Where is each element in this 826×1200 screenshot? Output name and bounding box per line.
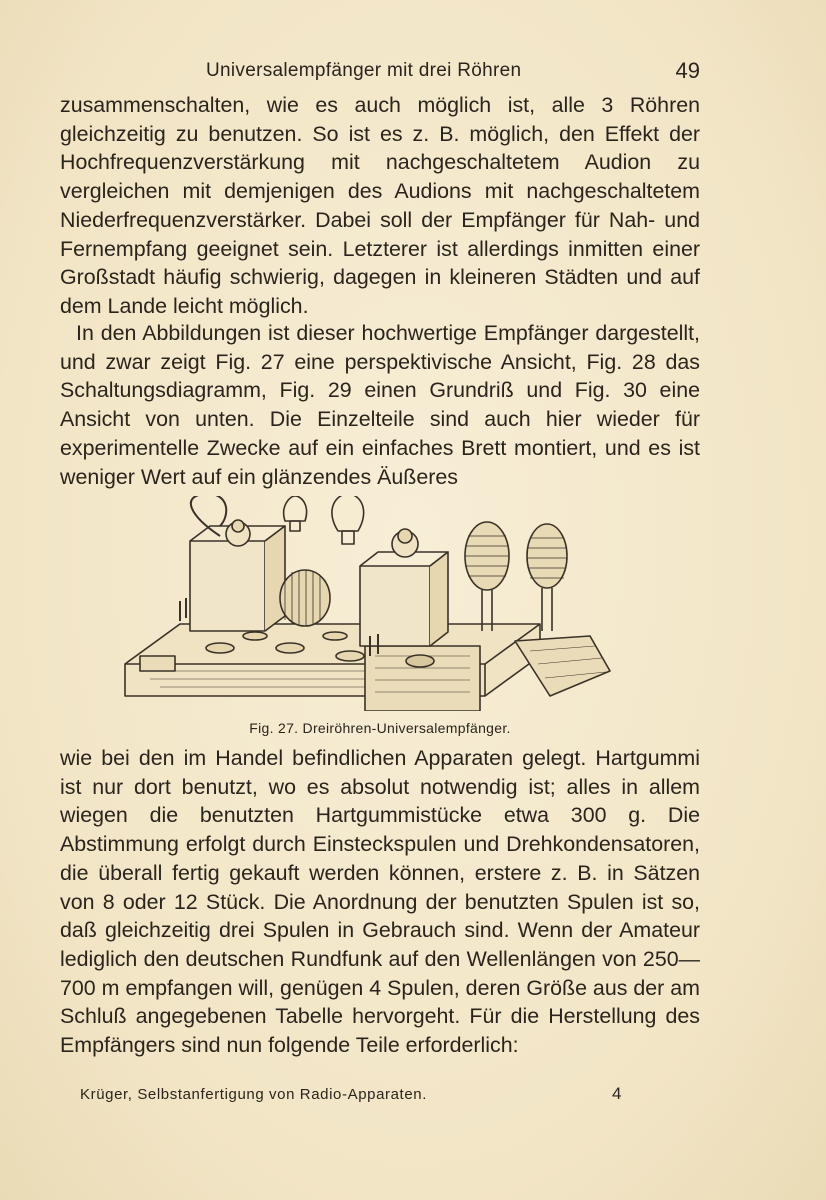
footer-credit: Krüger, Selbstanfertigung von Radio-Apparaten. [80, 1086, 427, 1103]
paragraph-1 [60, 91, 700, 321]
figure-caption: Fig. 27. Dreiröhren-Universalempfänger. [249, 720, 511, 736]
paragraph-text: wie bei den im Handel befindlichen Apparaten gelegt. Hartgummi ist nur dort benutzt, wo es absolut notwendig ist; alles in allem wiegen die benutzten Hartgummistücke etwa 300 g. Die Abstimmung erfolgt durch Einsteckspulen und Drehkondensatoren, die überall fertig gekauft werden können, erstere z. B. in Sätzen von 8 oder 12 Stück. Die Anordnung der benutzten Spulen ist so, daß gleichzeitig drei Spulen in Gebrauch sind. Wenn der Amateur lediglich den deutschen Rundfunk auf den Wellenlängen von 250—700 m empfangen will, genügen 4 Spulen, deren Größe aus der am Schluß angegebenen Tabelle hervorgeht. Für die Herstellung des Empfängers sind nun folgende Teile erforderlich: [60, 746, 700, 1058]
page-number: 49 [675, 58, 700, 83]
page-footer [80, 1086, 640, 1110]
paragraph-text: zusammenschalten, wie es auch möglich ist, alle 3 Röhren gleichzeitig zu benutzen. So ist es z. B. möglich, den Effekt der Hochfrequenzverstärkung mit nachgeschaltetem Audion zu vergleichen mit demjenigen des Audions mit nachgeschaltetem Niederfrequenzverstärker. Dabei soll der Empfänger für Nah- und Fernempfang geeignet sein. Letzterer ist allerdings inmitten einer Großstadt häufig schwierig, dagegen in kleineren Städten und auf dem Lande leicht möglich. [60, 93, 700, 318]
signature-mark: 4 [612, 1084, 622, 1103]
paragraph-2 [60, 319, 700, 491]
paragraph-3 [60, 744, 700, 1060]
running-title: Universalempfänger mit drei Röhren [206, 60, 522, 81]
three-tube-receiver-illustration-icon [120, 496, 620, 711]
figure-27 [120, 496, 620, 711]
page-header [60, 60, 700, 90]
paragraph-text: In den Abbildungen ist dieser hochwertige Empfänger dargestellt, und zwar zeigt Fig. 27 eine perspektivische Ansicht, Fig. 28 das Schaltungsdiagramm, Fig. 29 einen Grundriß und Fig. 30 eine Ansicht von unten. Die Einzelteile sind auch hier wieder für experimentelle Zwecke auf ein einfaches Brett montiert, und es ist weniger Wert auf ein glänzendes Äußeres [60, 321, 700, 489]
